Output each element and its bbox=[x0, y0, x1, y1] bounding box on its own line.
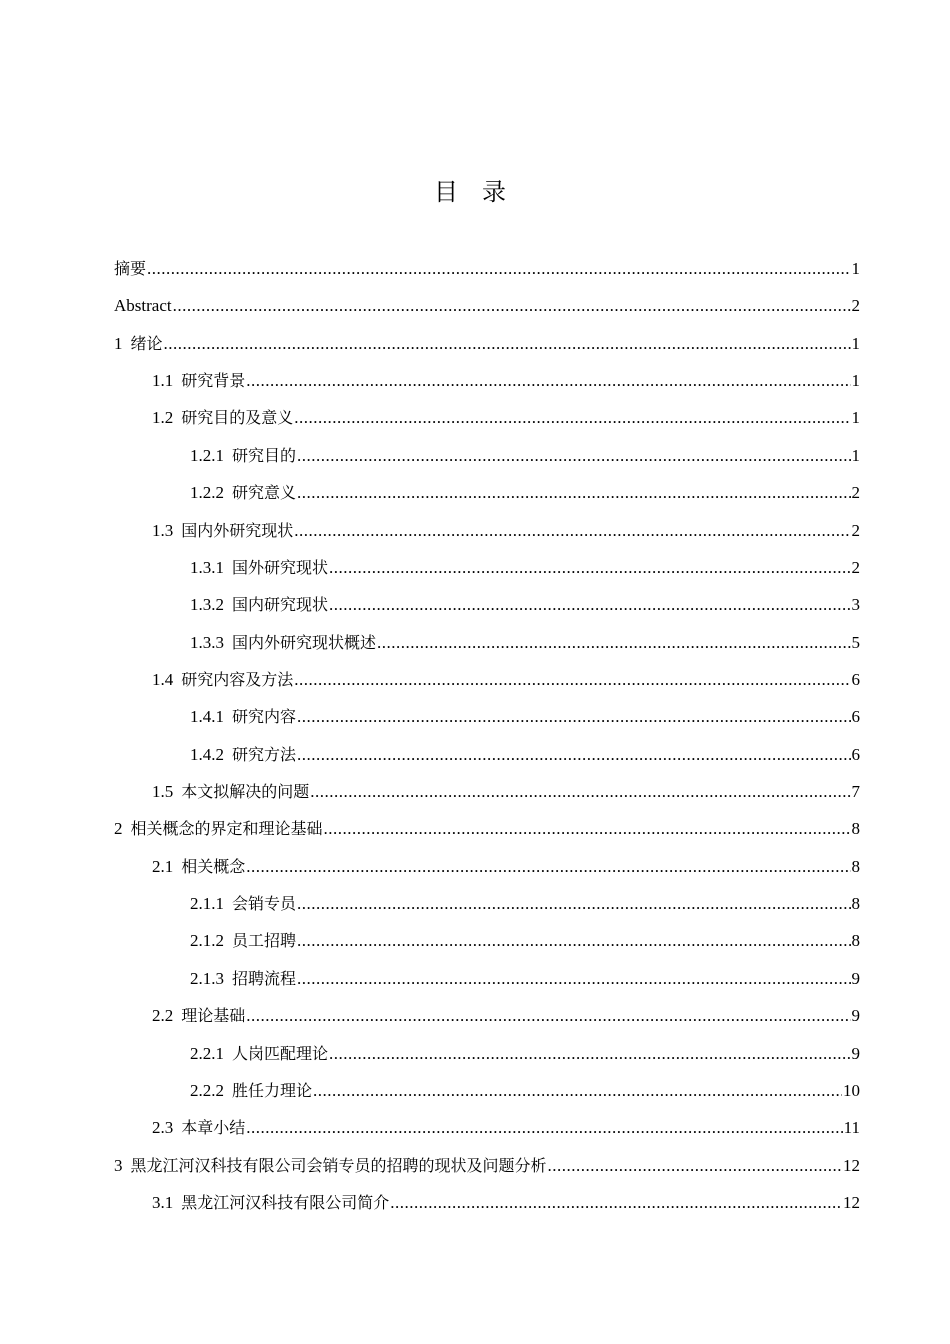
toc-entry-page: 8 bbox=[851, 894, 860, 914]
toc-entry[interactable] bbox=[114, 816, 860, 853]
toc-entry[interactable] bbox=[114, 443, 860, 480]
toc-entry-label: 研究内容 bbox=[232, 707, 297, 727]
dot-leader bbox=[548, 1153, 842, 1179]
toc-entry[interactable] bbox=[114, 1190, 860, 1227]
dot-leader bbox=[329, 555, 850, 581]
toc-entry-label: 会销专员 bbox=[232, 894, 297, 914]
toc-entry-page: 12 bbox=[843, 1192, 860, 1212]
toc-entry[interactable] bbox=[114, 405, 860, 442]
toc-entry[interactable] bbox=[114, 592, 860, 629]
toc-entry-page: 6 bbox=[851, 669, 860, 689]
dot-leader bbox=[297, 928, 850, 954]
dot-leader bbox=[297, 704, 850, 730]
toc-entry-page: 5 bbox=[851, 632, 860, 652]
dot-leader bbox=[147, 256, 850, 282]
toc-entry-page: 1 bbox=[851, 408, 860, 428]
toc-entry-number: 1.3.3 bbox=[190, 632, 224, 652]
toc-entry-label: 国内外研究现状 bbox=[181, 520, 294, 540]
toc-entry-label: 本文拟解决的问题 bbox=[181, 782, 310, 802]
toc-entry-page: 6 bbox=[851, 744, 860, 764]
toc-entry-label: 相关概念的界定和理论基础 bbox=[130, 819, 323, 839]
dot-leader bbox=[294, 405, 850, 431]
toc-entry[interactable] bbox=[114, 891, 860, 928]
dot-leader bbox=[297, 480, 850, 506]
toc-entry-label: 研究目的及意义 bbox=[181, 408, 294, 428]
toc-entry-number: 1 bbox=[114, 333, 123, 353]
toc-entry[interactable] bbox=[114, 854, 860, 891]
toc-entry-label: Abstract bbox=[114, 296, 172, 316]
toc-entry-number: 2.1.1 bbox=[190, 894, 224, 914]
toc-entry[interactable] bbox=[114, 1041, 860, 1078]
toc-entry-label: 本章小结 bbox=[181, 1118, 246, 1138]
toc-entry[interactable] bbox=[114, 630, 860, 667]
toc-entry[interactable] bbox=[114, 555, 860, 592]
toc-entry-label: 相关概念 bbox=[181, 856, 246, 876]
toc-entry-page: 10 bbox=[843, 1080, 860, 1100]
dot-leader bbox=[164, 331, 851, 357]
toc-entry-label: 理论基础 bbox=[181, 1006, 246, 1026]
toc-entry-page: 7 bbox=[851, 782, 860, 802]
toc-entry-number: 2.2.1 bbox=[190, 1043, 224, 1063]
toc-entry-label: 招聘流程 bbox=[232, 968, 297, 988]
toc-entry-label: 研究意义 bbox=[232, 483, 297, 503]
dot-leader bbox=[246, 1003, 850, 1029]
toc-entry-label: 国内研究现状 bbox=[232, 595, 329, 615]
dot-leader bbox=[246, 1115, 842, 1141]
toc-entry-label: 员工招聘 bbox=[232, 931, 297, 951]
dot-leader bbox=[297, 742, 850, 768]
toc-entry-number: 2.1.3 bbox=[190, 968, 224, 988]
toc-entry[interactable] bbox=[114, 256, 860, 293]
toc-entry[interactable] bbox=[114, 1153, 860, 1190]
toc-entry-number: 3.1 bbox=[152, 1192, 174, 1212]
toc-entry[interactable] bbox=[114, 518, 860, 555]
toc-entry[interactable] bbox=[114, 1003, 860, 1040]
dot-leader bbox=[310, 779, 850, 805]
toc-entry-number: 1.4 bbox=[152, 669, 174, 689]
toc-entry-number: 3 bbox=[114, 1155, 123, 1175]
toc-entry[interactable] bbox=[114, 480, 860, 517]
toc-entry[interactable] bbox=[114, 966, 860, 1003]
toc-entry-number: 1.1 bbox=[152, 371, 174, 391]
toc-entry[interactable] bbox=[114, 1115, 860, 1152]
toc-title: 目录 bbox=[434, 178, 530, 206]
toc-entry-label: 黑龙江河汉科技有限公司会销专员的招聘的现状及问题分析 bbox=[130, 1155, 547, 1175]
toc-entry-page: 11 bbox=[843, 1118, 860, 1138]
toc-entry-label: 国内外研究现状概述 bbox=[232, 632, 377, 652]
toc-entry-page: 1 bbox=[851, 333, 860, 353]
dot-leader bbox=[294, 667, 850, 693]
toc-entry-number: 1.3 bbox=[152, 520, 174, 540]
toc-entry-number: 1.2.1 bbox=[190, 445, 224, 465]
toc-entry-label: 国外研究现状 bbox=[232, 557, 329, 577]
dot-leader bbox=[377, 630, 850, 656]
toc-entry-number: 2.2 bbox=[152, 1006, 174, 1026]
toc-entry-label: 绪论 bbox=[130, 333, 163, 353]
toc-entry-page: 8 bbox=[851, 931, 860, 951]
toc-entry-page: 12 bbox=[843, 1155, 860, 1175]
dot-leader bbox=[297, 443, 850, 469]
toc-entry-label: 胜任力理论 bbox=[232, 1080, 313, 1100]
dot-leader bbox=[294, 518, 850, 544]
toc-entry-page: 6 bbox=[851, 707, 860, 727]
toc-entry-page: 9 bbox=[851, 1006, 860, 1026]
toc-entry-number: 1.3.2 bbox=[190, 595, 224, 615]
toc-entry-page: 1 bbox=[851, 445, 860, 465]
dot-leader bbox=[324, 816, 851, 842]
toc-entry-label: 研究背景 bbox=[181, 371, 246, 391]
toc-entry-number: 1.2 bbox=[152, 408, 174, 428]
toc-entry[interactable] bbox=[114, 704, 860, 741]
toc-entry[interactable] bbox=[114, 779, 860, 816]
toc-entry[interactable] bbox=[114, 293, 860, 330]
toc-entry-page: 1 bbox=[851, 259, 860, 278]
dot-leader bbox=[297, 966, 850, 992]
toc-entry-page: 2 bbox=[851, 520, 860, 540]
toc-entry[interactable] bbox=[114, 331, 860, 368]
toc-entry-page: 3 bbox=[851, 595, 860, 615]
toc-entry-label: 研究方法 bbox=[232, 744, 297, 764]
dot-leader bbox=[173, 293, 851, 319]
toc-entry-number: 2.3 bbox=[152, 1118, 174, 1138]
toc-entry-page: 1 bbox=[851, 371, 860, 391]
dot-leader bbox=[390, 1190, 842, 1216]
dot-leader bbox=[246, 854, 850, 880]
toc-entry-page: 9 bbox=[851, 1043, 860, 1063]
toc-entry-page: 2 bbox=[851, 557, 860, 577]
toc-entry-page: 8 bbox=[851, 856, 860, 876]
toc-entry-number: 1.5 bbox=[152, 782, 174, 802]
dot-leader bbox=[246, 368, 850, 394]
toc-entry-label: 研究内容及方法 bbox=[181, 669, 294, 689]
toc-entry-number: 1.2.2 bbox=[190, 483, 224, 503]
toc-entry-label: 研究目的 bbox=[232, 445, 297, 465]
toc-entry-number: 2.1 bbox=[152, 856, 174, 876]
toc-entry-number: 1.4.2 bbox=[190, 744, 224, 764]
toc-entry-label: 人岗匹配理论 bbox=[232, 1043, 329, 1063]
toc-entry-page: 8 bbox=[851, 819, 860, 839]
toc-entry-number: 2 bbox=[114, 819, 123, 839]
toc-entry-number: 2.2.2 bbox=[190, 1080, 224, 1100]
toc-entry-label: 摘要 bbox=[114, 259, 147, 278]
table-of-contents bbox=[114, 256, 860, 1227]
dot-leader bbox=[313, 1078, 842, 1104]
toc-entry-number: 1.4.1 bbox=[190, 707, 224, 727]
dot-leader bbox=[329, 592, 850, 618]
toc-entry[interactable] bbox=[114, 667, 860, 704]
dot-leader bbox=[297, 891, 850, 917]
toc-entry-page: 2 bbox=[851, 296, 860, 316]
toc-entry[interactable] bbox=[114, 1078, 860, 1115]
toc-entry-label: 黑龙江河汉科技有限公司简介 bbox=[181, 1192, 390, 1212]
toc-entry-page: 2 bbox=[851, 483, 860, 503]
toc-entry[interactable] bbox=[114, 928, 860, 965]
toc-entry-page: 9 bbox=[851, 968, 860, 988]
toc-entry-number: 2.1.2 bbox=[190, 931, 224, 951]
toc-entry-number: 1.3.1 bbox=[190, 557, 224, 577]
toc-entry[interactable] bbox=[114, 368, 860, 405]
toc-entry[interactable] bbox=[114, 742, 860, 779]
dot-leader bbox=[329, 1041, 850, 1067]
